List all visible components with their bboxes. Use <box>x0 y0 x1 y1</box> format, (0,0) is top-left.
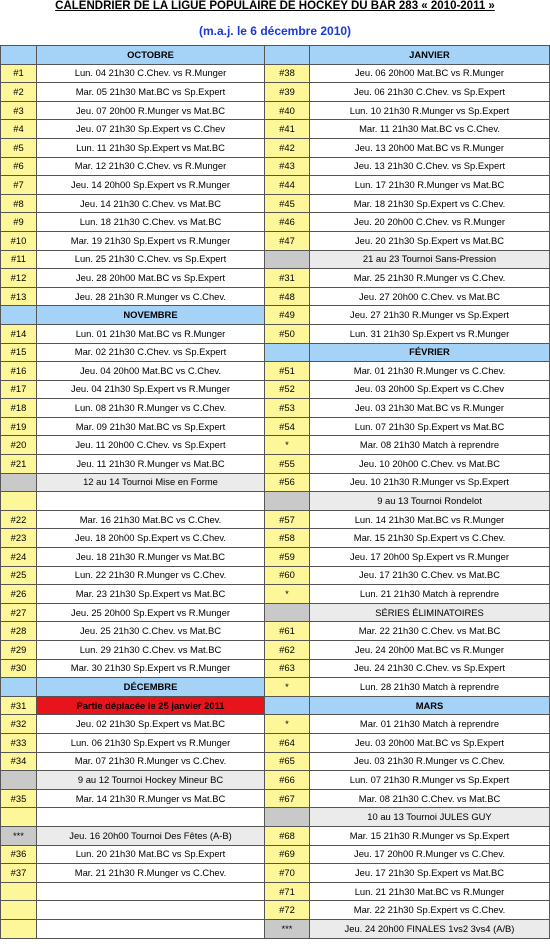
right-game-entry: Mar. 25 21h30 R.Munger vs C.Chev. <box>310 269 550 288</box>
right-game-entry: Mar. 01 21h30 R.Munger vs C.Chev. <box>310 362 550 381</box>
left-game-entry: Jeu. 14 20h00 Sp.Expert vs R.Munger <box>37 176 265 195</box>
left-game-entry: Mar. 05 21h30 Mat.BC vs Sp.Expert <box>37 83 265 102</box>
table-row <box>1 324 550 343</box>
left-game-entry: Jeu. 11 20h00 C.Chev. vs Sp.Expert <box>37 436 265 455</box>
left-game-entry: Mar. 16 21h30 Mat.BC vs C.Chev. <box>37 510 265 529</box>
left-month-header: NOVEMBRE <box>37 306 265 325</box>
left-month-header: DÉCEMBRE <box>37 678 265 697</box>
right-game-entry: Jeu. 10 20h00 C.Chev. vs Mat.BC <box>310 455 550 474</box>
left-month-header: OCTOBRE <box>37 46 265 65</box>
table-row <box>1 733 550 752</box>
right-game-number: #46 <box>265 213 310 232</box>
right-game-number: #50 <box>265 324 310 343</box>
table-row <box>1 808 550 827</box>
table-row <box>1 380 550 399</box>
right-game-number <box>265 343 310 362</box>
right-game-number: #42 <box>265 138 310 157</box>
left-game-number <box>1 808 37 827</box>
left-game-number: #33 <box>1 733 37 752</box>
right-game-number: #56 <box>265 473 310 492</box>
left-game-entry: Jeu. 14 21h30 C.Chev. vs Mat.BC <box>37 194 265 213</box>
right-game-entry: Jeu. 20 21h30 Sp.Expert vs Mat.BC <box>310 231 550 250</box>
left-game-number: #4 <box>1 120 37 139</box>
right-game-number: #60 <box>265 566 310 585</box>
right-game-entry: Jeu. 03 21h30 Mat.BC vs R.Munger <box>310 399 550 418</box>
left-game-number: #1 <box>1 64 37 83</box>
right-game-number: #41 <box>265 120 310 139</box>
right-game-number: #69 <box>265 845 310 864</box>
table-row <box>1 901 550 920</box>
right-month-header: MARS <box>310 696 550 715</box>
right-game-number: #71 <box>265 882 310 901</box>
table-row <box>1 436 550 455</box>
right-game-entry: Jeu. 17 20h00 R.Munger vs C.Chev. <box>310 845 550 864</box>
table-row <box>1 176 550 195</box>
table-row <box>1 641 550 660</box>
table-row <box>1 399 550 418</box>
left-game-number: #20 <box>1 436 37 455</box>
right-game-entry: Jeu. 17 21h30 C.Chev. vs Mat.BC <box>310 566 550 585</box>
table-row <box>1 864 550 883</box>
right-game-entry: Mar. 15 21h30 R.Munger vs Sp.Expert <box>310 826 550 845</box>
schedule-body <box>1 46 550 939</box>
right-game-entry: Lun. 28 21h30 Match à reprendre <box>310 678 550 697</box>
right-game-entry: Lun. 31 21h30 Sp.Expert vs R.Munger <box>310 324 550 343</box>
left-game-entry: Lun. 08 21h30 R.Munger vs C.Chev. <box>37 399 265 418</box>
right-game-number: #54 <box>265 417 310 436</box>
left-game-number: #18 <box>1 399 37 418</box>
right-event-note: SÉRIES ÉLIMINATOIRES <box>310 603 550 622</box>
right-game-entry: Lun. 14 21h30 Mat.BC vs R.Munger <box>310 510 550 529</box>
left-game-entry: Lun. 04 21h30 C.Chev. vs R.Munger <box>37 64 265 83</box>
right-month-header: FÉVRIER <box>310 343 550 362</box>
left-game-number: #5 <box>1 138 37 157</box>
left-empty-cell <box>37 492 265 511</box>
right-game-entry: Jeu. 17 21h30 Sp.Expert vs Mat.BC <box>310 864 550 883</box>
table-row <box>1 585 550 604</box>
left-rescheduled-notice: Partie déplacée le 25 janvier 2011 <box>37 696 265 715</box>
left-game-number: #17 <box>1 380 37 399</box>
right-game-entry: Mar. 11 21h30 Mat.BC vs C.Chev. <box>310 120 550 139</box>
table-row <box>1 455 550 474</box>
left-game-entry: Jeu. 28 21h30 R.Munger vs C.Chev. <box>37 287 265 306</box>
table-row <box>1 622 550 641</box>
left-game-number: #9 <box>1 213 37 232</box>
table-row <box>1 138 550 157</box>
right-game-entry: Jeu. 27 21h30 R.Munger vs Sp.Expert <box>310 306 550 325</box>
left-game-number <box>1 306 37 325</box>
right-game-entry: Jeu. 13 21h30 C.Chev. vs Sp.Expert <box>310 157 550 176</box>
left-game-number: #10 <box>1 231 37 250</box>
right-game-entry: Mar. 01 21h30 Match à reprendre <box>310 715 550 734</box>
right-game-number <box>265 603 310 622</box>
left-game-entry: Lun. 06 21h30 Sp.Expert vs R.Munger <box>37 733 265 752</box>
table-row <box>1 120 550 139</box>
table-row <box>1 269 550 288</box>
right-game-number: #48 <box>265 287 310 306</box>
left-game-entry: Lun. 25 21h30 C.Chev. vs Sp.Expert <box>37 250 265 269</box>
table-row <box>1 83 550 102</box>
left-game-number <box>1 882 37 901</box>
schedule-table <box>0 45 550 939</box>
left-game-entry: Mar. 02 21h30 C.Chev. vs Sp.Expert <box>37 343 265 362</box>
left-empty-cell <box>37 901 265 920</box>
right-game-entry: Mar. 15 21h30 Sp.Expert vs C.Chev. <box>310 529 550 548</box>
table-row <box>1 882 550 901</box>
left-game-entry: Mar. 14 21h30 R.Munger vs Mat.BC <box>37 789 265 808</box>
right-game-number: #51 <box>265 362 310 381</box>
left-game-entry: Lun. 01 21h30 Mat.BC vs R.Munger <box>37 324 265 343</box>
right-game-entry: Jeu. 27 20h00 C.Chev. vs Mat.BC <box>310 287 550 306</box>
left-game-number: #27 <box>1 603 37 622</box>
table-row <box>1 287 550 306</box>
right-game-number: #65 <box>265 752 310 771</box>
table-row <box>1 362 550 381</box>
left-game-entry: Mar. 19 21h30 Sp.Expert vs R.Munger <box>37 231 265 250</box>
right-game-entry: Lun. 21 21h30 Match à reprendre <box>310 585 550 604</box>
right-game-number: #52 <box>265 380 310 399</box>
left-game-number <box>1 678 37 697</box>
left-game-number: #34 <box>1 752 37 771</box>
table-row <box>1 659 550 678</box>
left-game-entry: Lun. 11 21h30 Sp.Expert vs Mat.BC <box>37 138 265 157</box>
left-game-entry: Jeu. 25 21h30 C.Chev. vs Mat.BC <box>37 622 265 641</box>
table-row <box>1 101 550 120</box>
table-row <box>1 343 550 362</box>
page-title: CALENDRIER DE LA LIGUE POPULAIRE DE HOCKEY DU BAR 283 « 2010-2011 » <box>55 0 495 12</box>
left-game-entry: Jeu. 18 20h00 Sp.Expert vs C.Chev. <box>37 529 265 548</box>
table-row <box>1 64 550 83</box>
left-game-number: #7 <box>1 176 37 195</box>
left-game-number: #15 <box>1 343 37 362</box>
left-game-number: #22 <box>1 510 37 529</box>
right-game-entry: Mar. 22 21h30 Sp.Expert vs C.Chev. <box>310 901 550 920</box>
left-game-number <box>1 901 37 920</box>
right-game-entry: Jeu. 24 20h00 Mat.BC vs R.Munger <box>310 641 550 660</box>
table-row <box>1 696 550 715</box>
left-game-number: #30 <box>1 659 37 678</box>
right-game-entry: Jeu. 03 20h00 Sp.Expert vs C.Chev <box>310 380 550 399</box>
left-game-entry: Lun. 29 21h30 C.Chev. vs Mat.BC <box>37 641 265 660</box>
right-game-number: #63 <box>265 659 310 678</box>
right-game-entry: Mar. 18 21h30 Sp.Expert vs C.Chev. <box>310 194 550 213</box>
table-row <box>1 417 550 436</box>
left-game-number: #3 <box>1 101 37 120</box>
left-game-number: #19 <box>1 417 37 436</box>
table-row <box>1 826 550 845</box>
right-game-number <box>265 808 310 827</box>
right-event-note: Jeu. 24 20h00 FINALES 1vs2 3vs4 (A/B) <box>310 919 550 938</box>
left-game-number: #11 <box>1 250 37 269</box>
right-game-number: #62 <box>265 641 310 660</box>
right-game-number: #55 <box>265 455 310 474</box>
left-game-entry: Jeu. 07 20h00 R.Munger vs Mat.BC <box>37 101 265 120</box>
right-game-number <box>265 492 310 511</box>
right-game-number: #40 <box>265 101 310 120</box>
left-game-entry: Mar. 12 21h30 C.Chev. vs R.Munger <box>37 157 265 176</box>
right-game-number: * <box>265 585 310 604</box>
right-game-number <box>265 250 310 269</box>
left-game-number: #32 <box>1 715 37 734</box>
right-game-entry: Jeu. 03 20h00 Mat.BC vs Sp.Expert <box>310 733 550 752</box>
right-game-entry: Jeu. 10 21h30 R.Munger vs Sp.Expert <box>310 473 550 492</box>
left-game-entry: Jeu. 25 20h00 Sp.Expert vs R.Munger <box>37 603 265 622</box>
left-game-number: #36 <box>1 845 37 864</box>
right-game-entry: Mar. 08 21h30 Match à reprendre <box>310 436 550 455</box>
left-game-entry: Jeu. 02 21h30 Sp.Expert vs Mat.BC <box>37 715 265 734</box>
left-game-number: #12 <box>1 269 37 288</box>
left-game-entry: Jeu. 04 20h00 Mat.BC vs C.Chev. <box>37 362 265 381</box>
right-game-entry: Lun. 10 21h30 R.Munger vs Sp.Expert <box>310 101 550 120</box>
right-game-number: #67 <box>265 789 310 808</box>
right-game-number: #45 <box>265 194 310 213</box>
right-game-number: #53 <box>265 399 310 418</box>
left-game-entry: Mar. 07 21h30 R.Munger vs C.Chev. <box>37 752 265 771</box>
left-empty-cell <box>37 882 265 901</box>
right-game-number: * <box>265 678 310 697</box>
table-row <box>1 752 550 771</box>
right-game-entry: Mar. 08 21h30 C.Chev. vs Mat.BC <box>310 789 550 808</box>
right-event-note: 9 au 13 Tournoi Rondelot <box>310 492 550 511</box>
table-row <box>1 157 550 176</box>
left-game-number: #28 <box>1 622 37 641</box>
left-game-entry: Jeu. 07 21h30 Sp.Expert vs C.Chev <box>37 120 265 139</box>
left-empty-cell <box>37 919 265 938</box>
left-game-number: #8 <box>1 194 37 213</box>
table-row <box>1 529 550 548</box>
table-row <box>1 919 550 938</box>
left-game-number: #37 <box>1 864 37 883</box>
left-game-number <box>1 492 37 511</box>
left-game-number: #31 <box>1 696 37 715</box>
table-row <box>1 510 550 529</box>
right-event-note: 10 au 13 Tournoi JULES GUY <box>310 808 550 827</box>
left-game-number: #23 <box>1 529 37 548</box>
right-game-entry: Jeu. 17 20h00 Sp.Expert vs R.Munger <box>310 548 550 567</box>
right-game-number: #58 <box>265 529 310 548</box>
left-game-entry: Lun. 20 21h30 Mat.BC vs Sp.Expert <box>37 845 265 864</box>
right-game-number: #59 <box>265 548 310 567</box>
table-row <box>1 194 550 213</box>
right-game-number: #49 <box>265 306 310 325</box>
left-game-number: #2 <box>1 83 37 102</box>
right-game-number: #39 <box>265 83 310 102</box>
table-row <box>1 492 550 511</box>
right-game-number: * <box>265 715 310 734</box>
left-game-entry: Jeu. 11 21h30 R.Munger vs Mat.BC <box>37 455 265 474</box>
left-game-entry: Lun. 18 21h30 C.Chev. vs Mat.BC <box>37 213 265 232</box>
table-row <box>1 231 550 250</box>
table-row <box>1 213 550 232</box>
left-game-number: #13 <box>1 287 37 306</box>
right-event-note: 21 au 23 Tournoi Sans-Pression <box>310 250 550 269</box>
left-game-entry: Lun. 22 21h30 R.Munger vs C.Chev. <box>37 566 265 585</box>
right-game-number: #57 <box>265 510 310 529</box>
left-game-entry: Jeu. 18 21h30 R.Munger vs Mat.BC <box>37 548 265 567</box>
left-game-number: #24 <box>1 548 37 567</box>
table-row <box>1 789 550 808</box>
left-game-number <box>1 919 37 938</box>
right-game-number: #38 <box>265 64 310 83</box>
right-game-entry: Mar. 22 21h30 C.Chev. vs Mat.BC <box>310 622 550 641</box>
right-game-number: #66 <box>265 771 310 790</box>
right-game-number <box>265 696 310 715</box>
right-game-number: #72 <box>265 901 310 920</box>
table-row <box>1 306 550 325</box>
right-game-number: *** <box>265 919 310 938</box>
left-empty-cell <box>37 808 265 827</box>
right-game-number: #64 <box>265 733 310 752</box>
left-game-number: #25 <box>1 566 37 585</box>
left-game-entry: Mar. 21 21h30 R.Munger vs C.Chev. <box>37 864 265 883</box>
right-game-entry: Lun. 21 21h30 Mat.BC vs R.Munger <box>310 882 550 901</box>
left-game-number: #35 <box>1 789 37 808</box>
right-game-entry: Jeu. 24 21h30 C.Chev. vs Sp.Expert <box>310 659 550 678</box>
left-game-number: #16 <box>1 362 37 381</box>
right-game-number: #70 <box>265 864 310 883</box>
left-event-note: 9 au 12 Tournoi Hockey Mineur BC <box>37 771 265 790</box>
right-game-number: #43 <box>265 157 310 176</box>
right-game-number: #44 <box>265 176 310 195</box>
right-game-number: #68 <box>265 826 310 845</box>
table-row <box>1 603 550 622</box>
left-game-number: #26 <box>1 585 37 604</box>
table-row <box>1 715 550 734</box>
right-game-number: #31 <box>265 269 310 288</box>
table-row <box>1 845 550 864</box>
right-game-entry: Jeu. 20 20h00 C.Chev. vs R.Munger <box>310 213 550 232</box>
left-game-entry: Jeu. 28 20h00 Mat.BC vs Sp.Expert <box>37 269 265 288</box>
right-game-entry: Lun. 07 21h30 Sp.Expert vs Mat.BC <box>310 417 550 436</box>
left-game-number: #21 <box>1 455 37 474</box>
table-row <box>1 250 550 269</box>
table-row <box>1 548 550 567</box>
right-game-number <box>265 46 310 65</box>
left-game-number: #6 <box>1 157 37 176</box>
left-game-entry: Mar. 23 21h30 Sp.Expert vs Mat.BC <box>37 585 265 604</box>
table-row <box>1 771 550 790</box>
right-game-entry: Jeu. 06 20h00 Mat.BC vs R.Munger <box>310 64 550 83</box>
left-event-note: Jeu. 16 20h00 Tournoi Des Fêtes (A-B) <box>37 826 265 845</box>
right-game-number: #61 <box>265 622 310 641</box>
right-game-entry: Jeu. 03 21h30 R.Munger vs C.Chev. <box>310 752 550 771</box>
left-game-number <box>1 771 37 790</box>
right-game-entry: Lun. 07 21h30 R.Munger vs Sp.Expert <box>310 771 550 790</box>
right-month-header: JANVIER <box>310 46 550 65</box>
table-row <box>1 46 550 65</box>
right-game-entry: Jeu. 06 21h30 C.Chev. vs Sp.Expert <box>310 83 550 102</box>
left-game-entry: Mar. 09 21h30 Mat.BC vs Sp.Expert <box>37 417 265 436</box>
table-row <box>1 566 550 585</box>
left-game-number <box>1 46 37 65</box>
left-game-number: #29 <box>1 641 37 660</box>
right-game-number: #47 <box>265 231 310 250</box>
update-date: (m.a.j. le 6 décembre 2010) <box>198 24 352 38</box>
left-game-entry: Mar. 30 21h30 Sp.Expert vs R.Munger <box>37 659 265 678</box>
right-game-number: * <box>265 436 310 455</box>
right-game-entry: Jeu. 13 20h00 Mat.BC vs R.Munger <box>310 138 550 157</box>
left-game-number: #14 <box>1 324 37 343</box>
left-event-note: 12 au 14 Tournoi Mise en Forme <box>37 473 265 492</box>
left-game-number: *** <box>1 826 37 845</box>
table-row <box>1 473 550 492</box>
right-game-entry: Lun. 17 21h30 R.Munger vs Mat.BC <box>310 176 550 195</box>
left-game-entry: Jeu. 04 21h30 Sp.Expert vs R.Munger <box>37 380 265 399</box>
left-game-number <box>1 473 37 492</box>
table-row <box>1 678 550 697</box>
